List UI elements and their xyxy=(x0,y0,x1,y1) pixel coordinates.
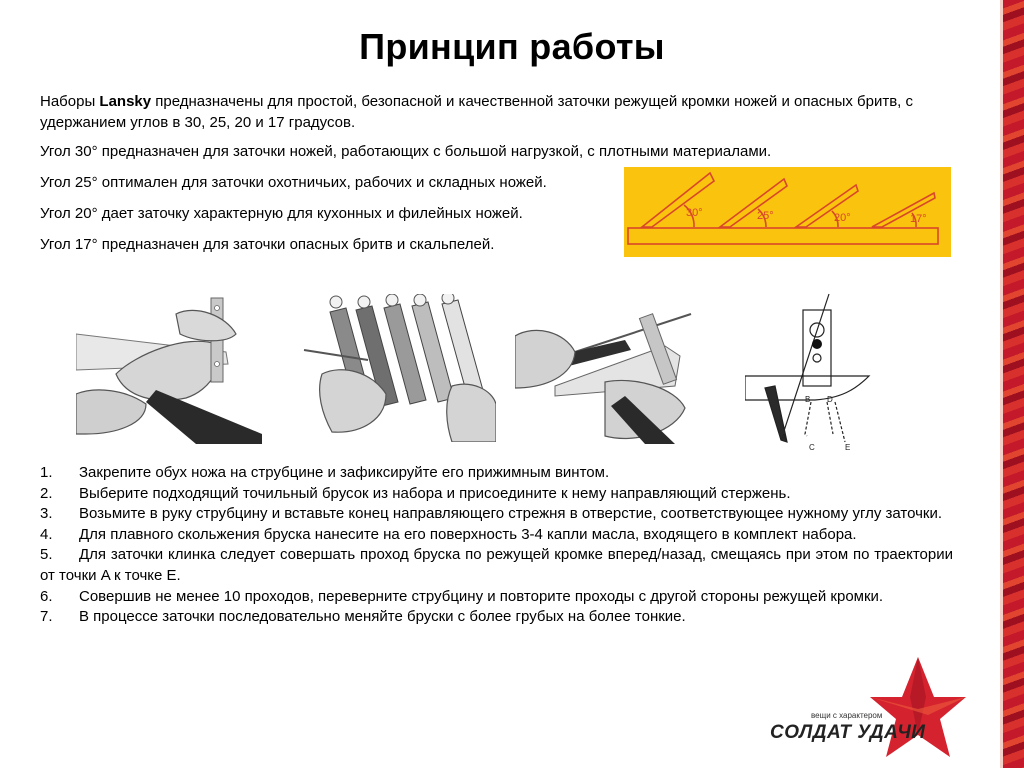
angle-20-text: Угол 20° дает заточку характерную для кухонных и филейных ножей. xyxy=(40,205,523,222)
point-d: D xyxy=(827,395,833,404)
step-item: 5. Для заточки клинка следует совершать проход бруска по режущей кромке вперед/назад, смещаясь при этом по траектории от точки A к точке E. xyxy=(40,546,953,584)
label-17: 17° xyxy=(910,213,927,225)
base-bar xyxy=(628,228,938,244)
intro-after: предназначены для простой, безопасной и качественной заточки режущей кромки ножей и опасных бритв, с удержанием углов в 30, 25, 20 и 17 градусов. xyxy=(40,93,914,131)
logo-brand-name: СОЛДАТ УДАЧИ xyxy=(770,722,926,743)
angle-diagram xyxy=(624,167,951,257)
trajectory-diagram xyxy=(745,290,871,455)
label-25: 25° xyxy=(757,210,774,222)
blade-30 xyxy=(642,173,714,227)
step-item: 3. Возьмите в руку струбцину и вставьте конец направляющего стрежня в отверстие, соответствующее нужному углу заточки. xyxy=(40,505,943,523)
point-e: E xyxy=(845,443,851,452)
label-30: 30° xyxy=(686,207,703,219)
logo-tagline: вещи с характером xyxy=(811,711,883,720)
blade-25 xyxy=(720,179,787,227)
angle-17-text: Угол 17° предназначен для заточки опасных бритв и скальпелей. xyxy=(40,236,495,253)
point-c: C xyxy=(809,443,815,452)
page-title: Принцип работы xyxy=(359,26,665,67)
step-item: 7. В процессе заточки последовательно меняйте бруски с более грубых на более тонкие. xyxy=(40,608,686,626)
step-item: 6. Совершив не менее 10 проходов, переверните струбцину и повторите проходы с другой стороны режущей кромки. xyxy=(40,587,884,605)
angle-30-text: Угол 30° предназначен для заточки ножей, работающих с большой нагрузкой, с плотными материалами. xyxy=(40,143,772,160)
instruction-steps xyxy=(40,463,953,628)
photo-sharpening-stroke xyxy=(515,296,693,444)
point-a: A xyxy=(781,433,787,442)
angle-25-text: Угол 25° оптимален для заточки охотничьих, рабочих и складных ножей. xyxy=(40,174,547,191)
intro-brand: Lansky xyxy=(99,93,152,110)
photo-knife-clamp xyxy=(76,294,262,444)
brand-logo xyxy=(768,655,968,760)
intro-paragraph xyxy=(40,91,920,133)
step-item: 1. Закрепите обух ножа на струбцине и зафиксируйте его прижимным винтом. xyxy=(40,464,610,481)
step-item: 4. Для плавного скольжения бруска нанесите на его поверхность 3-4 капли масла, входящего в комплект набора. xyxy=(40,525,857,543)
label-20: 20° xyxy=(834,212,851,224)
intro-before: Наборы xyxy=(40,93,100,110)
photo-sharpening-hones xyxy=(302,294,496,442)
decorative-side-strip xyxy=(1000,0,1024,768)
step-item: 2. Выберите подходящий точильный брусок из набора и присоедините к нему направляющий стержень. xyxy=(40,484,791,502)
point-b: B xyxy=(805,395,811,404)
